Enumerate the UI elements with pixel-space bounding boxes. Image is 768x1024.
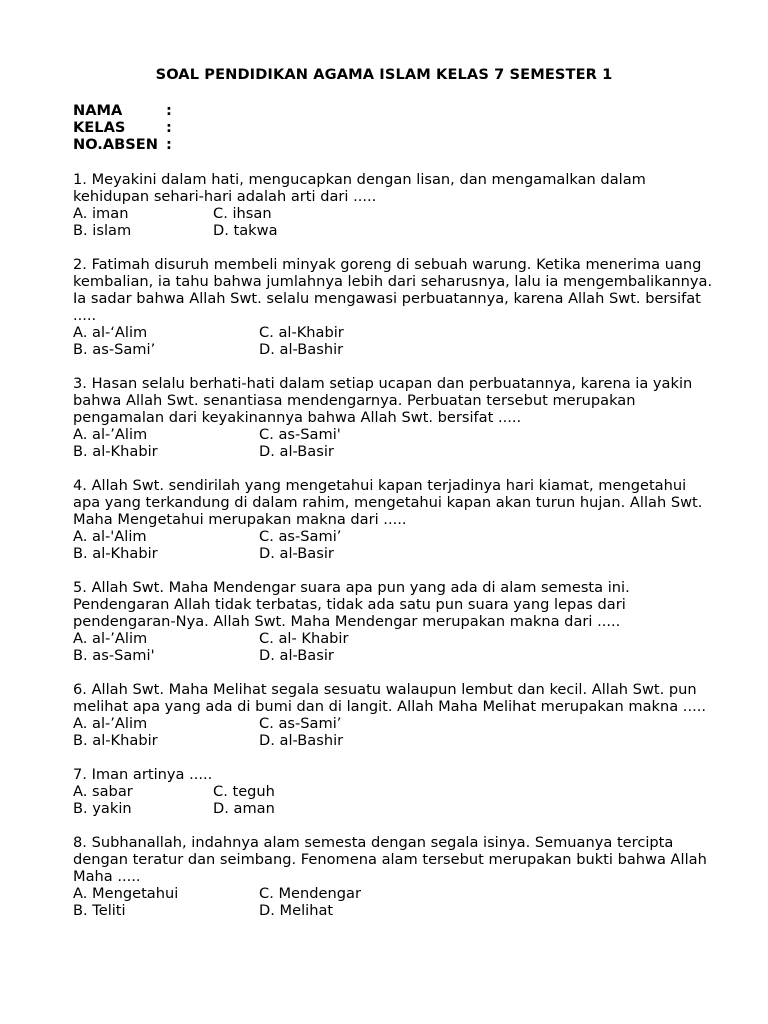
field-kelas bbox=[73, 119, 172, 136]
field-label-nama: NAMA bbox=[73, 102, 123, 119]
option-row bbox=[73, 783, 713, 800]
page-title: SOAL PENDIDIKAN AGAMA ISLAM KELAS 7 SEMESTER 1 bbox=[155, 66, 613, 83]
field-no-absen bbox=[73, 136, 172, 153]
option-row bbox=[73, 800, 713, 817]
question-text: 6. Allah Swt. Maha Melihat segala sesuatu walaupun lembut dan kecil. Allah Swt. pun melihat apa yang ada di bumi dan di langit. Allah Maha Melihat merupakan makna ..... bbox=[73, 681, 706, 715]
option-row bbox=[73, 528, 713, 545]
option-c: C. teguh bbox=[213, 783, 275, 800]
option-c: C. as-Sami’ bbox=[259, 528, 342, 545]
option-c: C. as-Sami' bbox=[259, 426, 341, 443]
option-row bbox=[73, 545, 713, 562]
option-a: A. al-’Alim bbox=[73, 715, 148, 732]
option-b: B. al-Khabir bbox=[73, 732, 158, 749]
option-row bbox=[73, 885, 713, 902]
option-row bbox=[73, 902, 713, 919]
option-row bbox=[73, 647, 713, 664]
option-a: A. sabar bbox=[73, 783, 133, 800]
option-a: A. al-‘Alim bbox=[73, 324, 148, 341]
question-text: 7. Iman artinya ..... bbox=[73, 766, 213, 783]
option-b: B. as-Sami' bbox=[73, 647, 155, 664]
option-a: A. al-’Alim bbox=[73, 630, 148, 647]
option-a: A. al-’Alim bbox=[73, 426, 148, 443]
student-info-fields bbox=[73, 102, 172, 153]
option-d: D. al-Bashir bbox=[259, 732, 344, 749]
question-5 bbox=[73, 579, 713, 664]
question-8 bbox=[73, 834, 713, 919]
option-c: C. al-Khabir bbox=[259, 324, 344, 341]
option-d: D. al-Basir bbox=[259, 647, 334, 664]
option-b: B. Teliti bbox=[73, 902, 126, 919]
question-text: 5. Allah Swt. Maha Mendengar suara apa pun yang ada di alam semesta ini. Pendengaran Allah tidak terbatas, tidak ada satu pun suara yang lepas dari pendengaran-Nya. Allah Swt. Maha Mendengar merupakan makna dari ..... bbox=[73, 579, 630, 630]
option-row bbox=[73, 732, 713, 749]
option-row bbox=[73, 222, 713, 239]
question-text: 1. Meyakini dalam hati, mengucapkan dengan lisan, dan mengamalkan dalam kehidupan sehari-hari adalah arti dari ..... bbox=[73, 171, 646, 205]
option-d: D. al-Bashir bbox=[259, 341, 344, 358]
option-d: D. Melihat bbox=[259, 902, 334, 919]
option-b: B. yakin bbox=[73, 800, 132, 817]
question-text: 3. Hasan selalu berhati-hati dalam setiap ucapan dan perbuatannya, karena ia yakin bahwa Allah Swt. senantiasa mendengarnya. Perbuatan tersebut merupakan pengamalan dari keyakinannya bahwa Allah Swt. bersifat ..... bbox=[73, 375, 693, 426]
option-row bbox=[73, 630, 713, 647]
question-3 bbox=[73, 375, 713, 460]
option-d: D. al-Basir bbox=[259, 443, 334, 460]
option-c: C. al- Khabir bbox=[259, 630, 349, 647]
option-row bbox=[73, 341, 713, 358]
option-row bbox=[73, 715, 713, 732]
option-b: B. al-Khabir bbox=[73, 443, 158, 460]
field-label-no-absen: NO.ABSEN bbox=[73, 136, 158, 153]
question-4 bbox=[73, 477, 713, 562]
question-7 bbox=[73, 766, 713, 817]
option-b: B. islam bbox=[73, 222, 132, 239]
option-row bbox=[73, 205, 713, 222]
question-text: 4. Allah Swt. sendirilah yang mengetahui kapan terjadinya hari kiamat, mengetahui apa yang terkandung di dalam rahim, mengetahui kapan akan turun hujan. Allah Swt. Maha Mengetahui merupakan makna dari ..... bbox=[73, 477, 703, 528]
question-1 bbox=[73, 171, 713, 239]
field-label-kelas: KELAS bbox=[73, 119, 126, 136]
question-text: 8. Subhanallah, indahnya alam semesta dengan segala isinya. Semuanya tercipta dengan teratur dan seimbang. Fenomena alam tersebut merupakan bukti bahwa Allah Maha ..... bbox=[73, 834, 707, 885]
question-text: 2. Fatimah disuruh membeli minyak goreng di sebuah warung. Ketika menerima uang kembalian, ia tahu bahwa jumlahnya lebih dari seharusnya, lalu ia mengembalikannya. Ia sadar bahwa Allah Swt. selalu mengawasi perbuatannya, karena Allah Swt. bersifat ..... bbox=[73, 256, 713, 324]
question-6 bbox=[73, 681, 713, 749]
option-d: D. takwa bbox=[213, 222, 278, 239]
field-colon: : bbox=[166, 102, 172, 119]
option-b: B. al-Khabir bbox=[73, 545, 158, 562]
field-colon: : bbox=[166, 119, 172, 136]
option-row bbox=[73, 324, 713, 341]
option-row bbox=[73, 426, 713, 443]
field-nama bbox=[73, 102, 172, 119]
question-list bbox=[73, 171, 713, 936]
option-a: A. Mengetahui bbox=[73, 885, 179, 902]
question-2 bbox=[73, 256, 713, 358]
option-d: D. aman bbox=[213, 800, 275, 817]
field-colon: : bbox=[166, 136, 172, 153]
option-c: C. as-Sami’ bbox=[259, 715, 342, 732]
option-b: B. as-Sami’ bbox=[73, 341, 156, 358]
option-c: C. Mendengar bbox=[259, 885, 361, 902]
option-row bbox=[73, 443, 713, 460]
option-a: A. iman bbox=[73, 205, 129, 222]
option-d: D. al-Basir bbox=[259, 545, 334, 562]
option-a: A. al-'Alim bbox=[73, 528, 147, 545]
option-c: C. ihsan bbox=[213, 205, 272, 222]
